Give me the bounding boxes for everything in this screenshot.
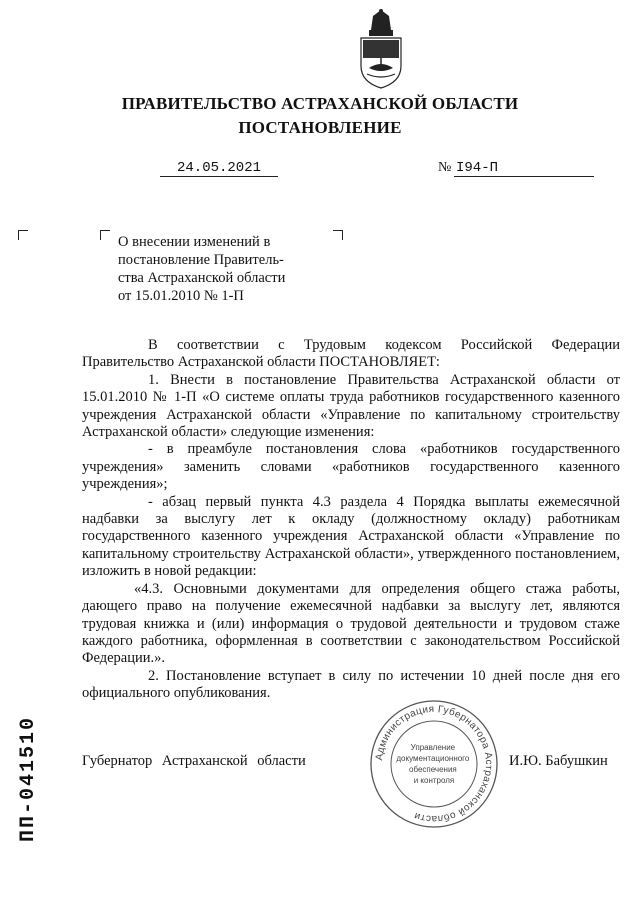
body-paragraph: «4.3. Основными документами для определения общего стажа работы, дающего право на получение ежемесячной надбавки за выслугу лет, являются трудовая книжка и (или) информация о трудовой деятельности и трудовом стаже каждого работника, оформленная в соответствии с законодательством Российской Федерации.».: [82, 580, 620, 667]
body-paragraph: 2. Постановление вступает в силу по истечении 10 дней после дня его официального опубликования.: [82, 667, 620, 702]
subject-line: ства Астраханской области: [118, 270, 286, 286]
stamp-inner-line: документационного: [396, 754, 470, 763]
document-date: 24.05.2021: [160, 160, 278, 177]
subject-line: постановление Правитель-: [118, 252, 284, 268]
body-paragraph: - в преамбуле постановления слова «работников государственного учреждения» заменить словами «работников государственного казенного учреждения»;: [82, 441, 620, 493]
body-paragraph: В соответствии с Трудовым кодексом Российской Федерации Правительство Астраханской области ПОСТАНОВЛЯЕТ:: [82, 337, 620, 371]
stamp-inner-line: и контроля: [413, 776, 455, 785]
stamp-outer-ring-text: Администрация Губернатора Астраханской области: [374, 703, 495, 825]
serial-number: ПП-041510: [17, 716, 40, 843]
corner-mark-subject-left: [100, 230, 110, 240]
coat-of-arms-emblem: [351, 8, 411, 90]
svg-text:Администрация Губернатора Астр: [374, 704, 494, 824]
subject-line: О внесении изменений в: [118, 234, 271, 250]
body-paragraph: - абзац первый пункта 4.3 раздела 4 Порядка выплаты ежемесячной надбавки за выслугу лет к окладу (должностному окладу) работникам государственного казенного учреждения Астраханской области «Управление по капитальному строительству Астраханской области», утвержденного постановлением, изложить в новой редакции:: [82, 493, 620, 580]
body-text: [82, 337, 620, 703]
document-type-title: ПОСТАНОВЛЕНИЕ: [238, 118, 402, 137]
stamp-inner-line: Управление: [410, 743, 456, 752]
subject-line: от 15.01.2010 № 1-П: [118, 288, 244, 304]
signature-name: И.Ю. Бабушкин: [509, 753, 608, 769]
number-prefix: №: [438, 160, 452, 175]
subject-block: [118, 233, 318, 305]
corner-mark-left: [18, 230, 28, 240]
signature-position: Губернатор Астраханской области: [82, 753, 306, 769]
official-stamp: [368, 698, 500, 830]
government-title: ПРАВИТЕЛЬСТВО АСТРАХАНСКОЙ ОБЛАСТИ: [121, 94, 519, 113]
corner-mark-subject-right: [333, 230, 343, 240]
svg-text:Управление документационно: [396, 743, 471, 785]
stamp-inner-line: обеспечения: [409, 765, 457, 774]
body-paragraph: 1. Внести в постановление Правительства Астраханской области от 15.01.2010 № 1-П «О системе оплаты труда работников государственного казенного учреждения Астраханской области «Управление по капитальному строительству Астраханской области» следующие изменения:: [82, 371, 620, 441]
document-number: I94-П: [454, 160, 594, 177]
